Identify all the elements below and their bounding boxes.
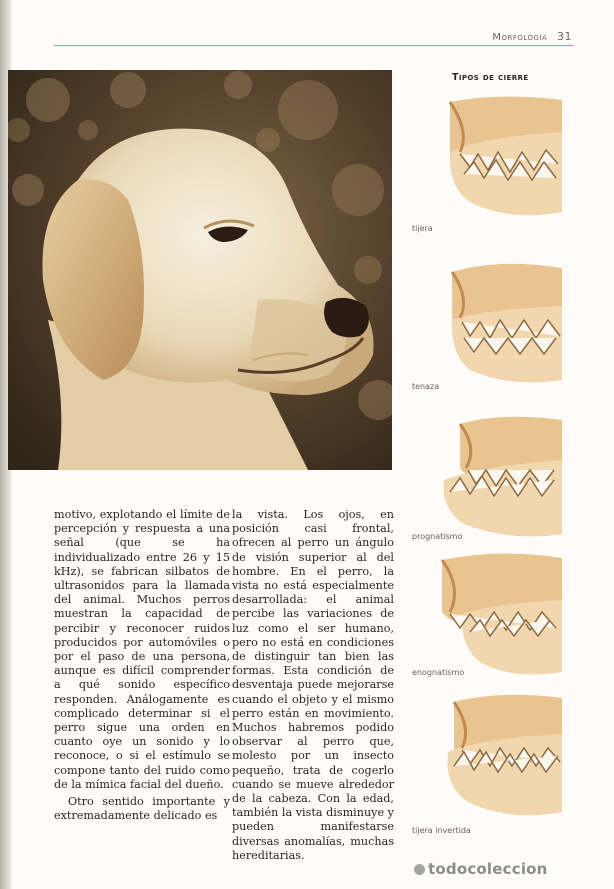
bite-caption: tijera [412,224,433,233]
watermark-logo-icon [414,864,425,875]
paragraph: motivo, explotando el límite de percepción y respuesta a una señal (que se ha individualizado entre 26 y 15 kHz), se fabrican silbatos de ultrasonidos para la llamada del animal. Muchos perros muestran la capacidad de percibir y reconocer ruidos producidos por automóviles o por el paso de una persona, aunque es difícil comprender a qué sonido específico responden. Análogamente es complicado determinar si el perro sigue una orden en cuanto oye un sonido y lo reconoce, o si el estímulo se compone tanto del ruido como de la mímica facial del dueño. [54,508,230,791]
body-column-right [232,508,394,863]
section-title: Morfología [492,32,548,43]
labrador-photo [8,70,392,470]
bite-caption: prognatismo [412,532,463,541]
labrador-retriever-portrait-icon [8,70,392,470]
reverse-scissor-bite-jaw-icon [440,690,562,830]
prognathism-jaw-icon [440,410,562,550]
watermark: todocoleccion [414,860,548,878]
running-head [492,30,572,43]
body-column-left [54,508,230,823]
bite-caption: tenaza [412,382,440,391]
level-bite-jaw-icon [440,258,562,398]
page-number: 31 [557,30,572,43]
scissor-bite-jaw-icon [440,92,562,232]
bite-caption: tijera invertida [412,826,471,835]
bite-caption: enognatismo [412,668,465,677]
header-rule [54,45,574,46]
enognathism-jaw-icon [440,548,562,688]
paragraph: Otro sentido importante y extremadamente delicado es [54,795,230,823]
sidebar-title: Tipos de cierre [452,72,529,83]
paragraph: la vista. Los ojos, en posición casi frontal, ofrecen al perro un ángulo de visión superior al del hombre. En el perro, la vista no está especialmente desarrollada: el animal percibe las variaciones de luz como el ser humano, pero no está en condiciones de distinguir tan bien las formas. Esta condición de desventaja puede mejorarse cuando el objeto y el mismo perro están en movimiento. Muchos habremos podido observar al perro que, molesto por un insecto pequeño, trata de cogerlo cuando se mueve alrededor de la cabeza. Con la edad, también la vista disminuye y pueden manifestarse diversas anomalías, muchas hereditarias. [232,508,394,862]
